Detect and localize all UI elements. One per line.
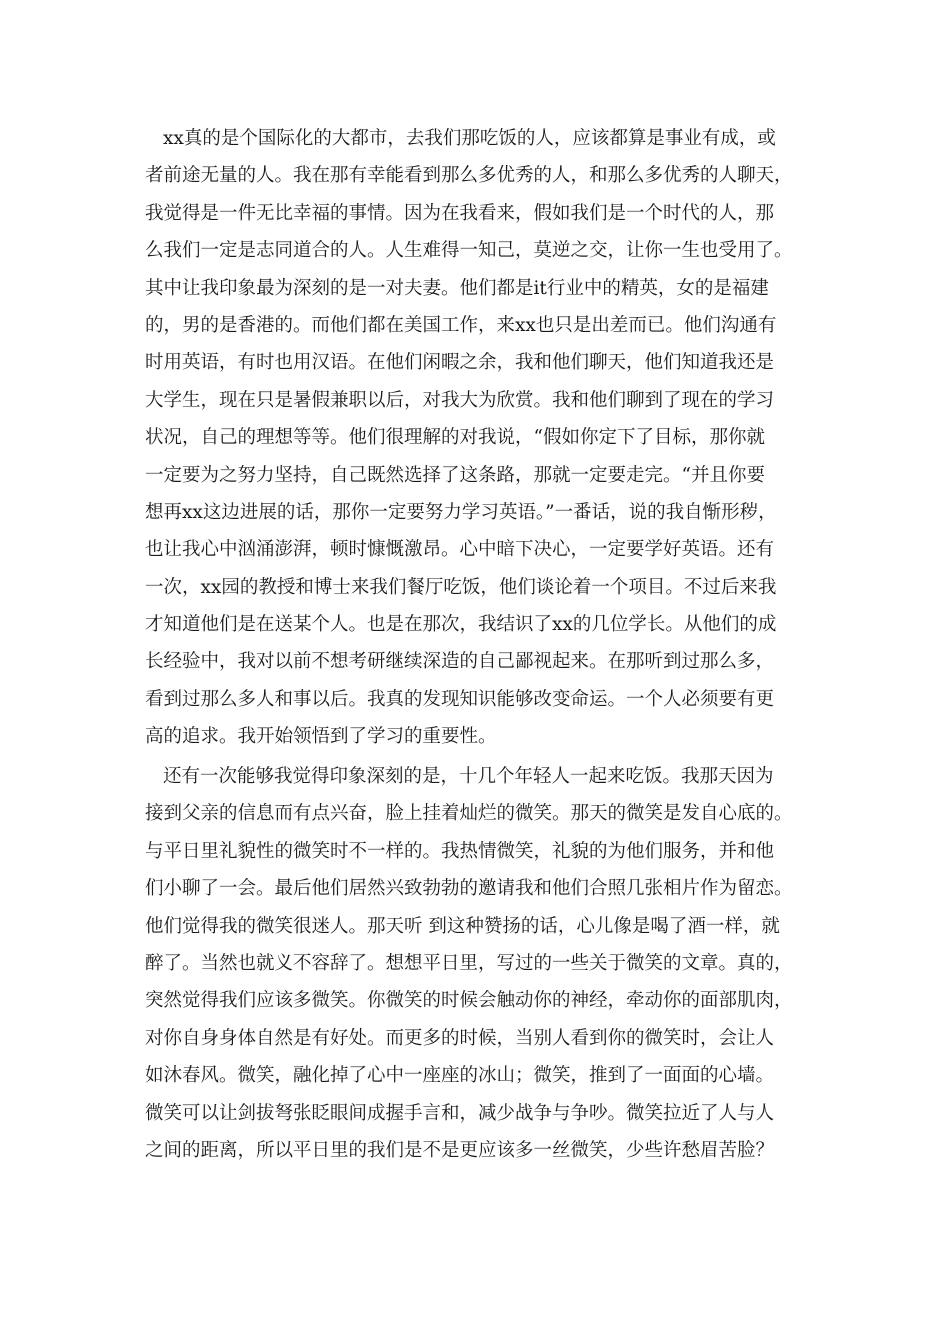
paragraph-line: 们小聊了一会。最后他们居然兴致勃勃的邀请我和他们合照几张相片作为留恋。: [145, 878, 793, 900]
paragraph-line: 如沐春风。微笑，融化掉了心中一座座的冰山；微笑，推到了一面面的心墙。: [145, 1065, 775, 1087]
paragraph-2: [145, 758, 825, 1169]
paragraph-line: 接到父亲的信息而有点兴奋，脸上挂着灿烂的微笑。那天的微笑是发自心底的。: [145, 803, 793, 825]
paragraph-1: [145, 120, 825, 756]
paragraph-line: 高的追求。我开始领悟到了学习的重要性。: [145, 726, 497, 748]
paragraph-line: 一定要为之努力坚持，自己既然选择了这条路，那就一定要走完。“并且你要: [145, 464, 765, 486]
paragraph-line: 大学生，现在只是暑假兼职以后，对我大为欣赏。我和他们聊到了现在的学习: [145, 389, 775, 411]
paragraph-line: 么我们一定是志同道合的人。人生难得一知己，莫逆之交，让你一生也受用了。: [145, 240, 793, 262]
paragraph-line: 者前途无量的人。我在那有幸能看到那么多优秀的人，和那么多优秀的人聊天，: [145, 165, 793, 187]
paragraph-line: 醉了。当然也就义不容辞了。想想平日里，写过的一些关于微笑的文章。真的，: [145, 952, 793, 974]
paragraph-line: 长经验中，我对以前不想考研继续深造的自己鄙视起来。在那听到过那么多，: [145, 651, 775, 673]
paragraph-line: 对你自身身体自然是有好处。而更多的时候，当别人看到你的微笑时，会让人: [145, 1027, 775, 1049]
paragraph-line: 微笑可以让剑拔弩张眨眼间成握手言和，减少战争与争吵。微笑拉近了人与人: [145, 1102, 775, 1124]
paragraph-line: 我觉得是一件无比幸福的事情。因为在我看来，假如我们是一个时代的人，那: [145, 202, 775, 224]
paragraph-line: 之间的距离，所以平日里的我们是不是更应该多一丝微笑，少些许愁眉苦脸？: [145, 1139, 775, 1161]
paragraph-line: 才知道他们是在送某个人。也是在那次，我结识了xx的几位学长。从他们的成: [145, 614, 777, 636]
paragraph-line: 的，男的是香港的。而他们都在美国工作，来xx也只是出差而已。他们沟通有: [145, 314, 777, 336]
paragraph-line: 状况，自己的理想等等。他们很理解的对我说，“假如你定下了目标，那你就: [145, 427, 765, 449]
paragraph-line: xx真的是个国际化的大都市，去我们那吃饭的人，应该都算是事业有成，或: [163, 128, 776, 149]
paragraph-line: 想再xx这边进展的话，那你一定要努力学习英语。”一番话，说的我自惭形秽，: [145, 501, 777, 523]
paragraph-line: 时用英语，有时也用汉语。在他们闲暇之余，我和他们聊天，他们知道我还是: [145, 352, 775, 374]
paragraph-line: 突然觉得我们应该多微笑。你微笑的时候会触动你的神经，牵动你的面部肌肉，: [145, 990, 793, 1012]
paragraph-line: 他们觉得我的微笑很迷人。那天听 到这种赞扬的话，心儿像是喝了酒一样，就: [145, 915, 780, 937]
paragraph-line: 一次，xx园的教授和博士来我们餐厅吃饭，他们谈论着一个项目。不过后来我: [145, 576, 777, 598]
paragraph-line: 其中让我印象最为深刻的是一对夫妻。他们都是it行业中的精英，女的是福建: [145, 277, 769, 299]
paragraph-line: 看到过那么多人和事以后。我真的发现知识能够改变命运。一个人必须要有更: [145, 688, 775, 710]
paragraph-line: 还有一次能够我觉得印象深刻的是，十几个年轻人一起来吃饭。我那天因为: [163, 766, 774, 787]
paragraph-line: 与平日里礼貌性的微笑时不一样的。我热情微笑，礼貌的为他们服务，并和他: [145, 840, 775, 862]
paragraph-line: 也让我心中汹涌澎湃，顿时慷慨激昂。心中暗下决心，一定要学好英语。还有: [145, 539, 775, 561]
